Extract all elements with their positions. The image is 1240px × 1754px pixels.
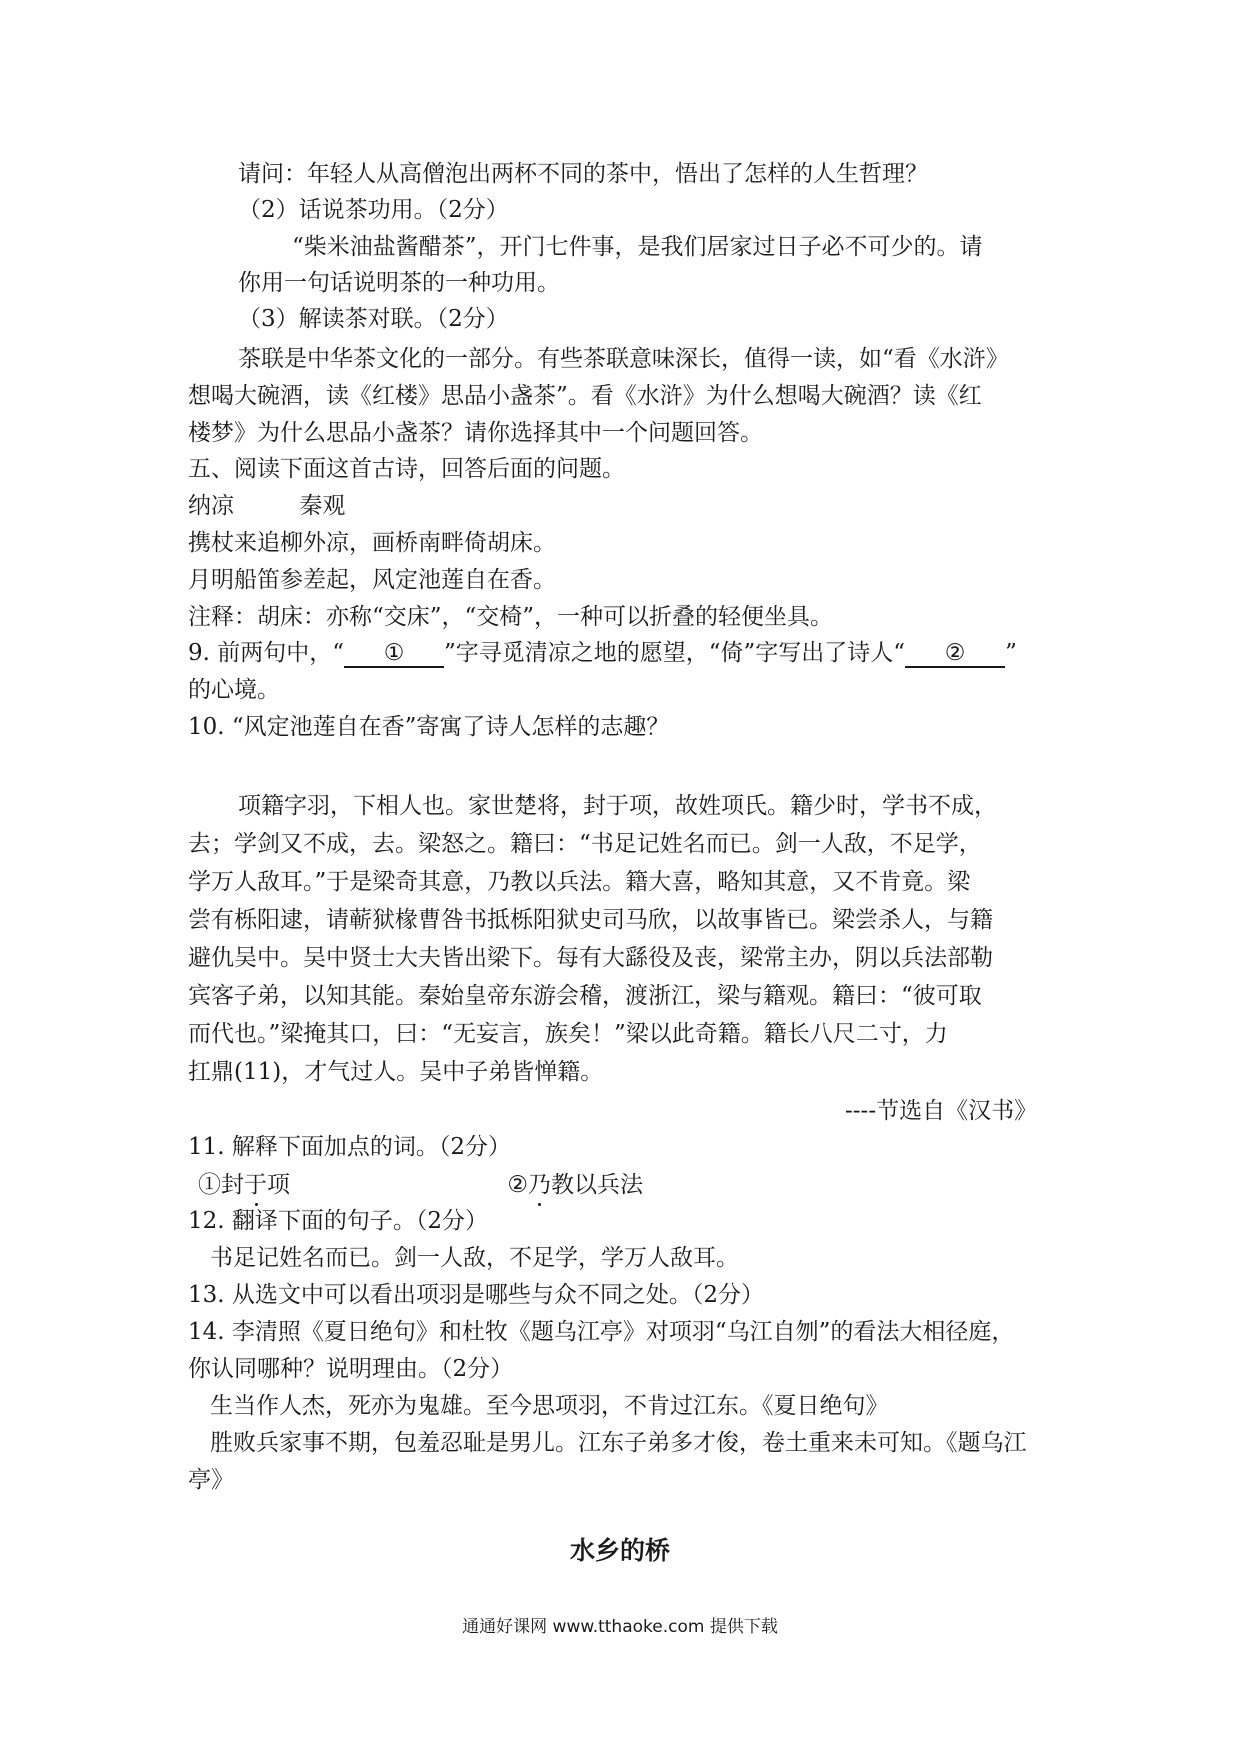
q11-items	[198, 1170, 643, 1200]
q11-item-1: ①封于项	[198, 1172, 290, 1198]
emphasis-dot-char: 乃	[527, 1172, 551, 1198]
q1-question: 请问：年轻人从高僧泡出两杯不同的茶中，悟出了怎样的人生哲理？	[238, 161, 928, 187]
passage-line-7: 而代也。”梁掩其口，曰：“无妄言，族矣！”梁以此奇籍。籍长八尺二寸，力	[188, 1021, 948, 1047]
passage-line-2: 去；学剑又不成，去。梁怒之。籍曰：“书足记姓名而已。剑一人敌，不足学，	[188, 831, 982, 857]
q9-text-c: ”	[1005, 640, 1017, 666]
poem-title-line	[188, 491, 345, 521]
q14-line-1: 14. 李清照《夏日绝句》和杜牧《题乌江亭》对项羽“乌江自刎”的看法大相径庭，	[188, 1319, 1015, 1345]
q9-blank-1[interactable]: ①	[344, 640, 444, 668]
q2-text-1: “柴米油盐酱醋茶”，开门七件事，是我们居家过日子必不可少的。请	[292, 234, 983, 260]
q3-text-3: 楼梦》为什么思品小盏茶？请你选择其中一个问题回答。	[188, 420, 763, 446]
passage-line-5: 避仇吴中。吴中贤士大夫皆出梁下。每有大繇役及丧，梁常主办，阴以兵法部勒	[188, 945, 993, 971]
q2-text-2: 你用一句话说明茶的一种功用。	[238, 270, 560, 296]
emphasis-dot-char: 于	[244, 1172, 267, 1198]
q9-line-2: 的心境。	[188, 677, 280, 703]
passage-line-4: 尝有栎阳逮，请蕲狱椽曹咎书抵栎阳狱史司马欣，以故事皆已。梁尝杀人，与籍	[188, 907, 993, 933]
passage-line-1: 项籍字羽，下相人也。家世楚将，封于项，故姓项氏。籍少时，学书不成，	[238, 793, 997, 819]
q11-item-2: ②乃教以兵法	[507, 1172, 643, 1198]
q10: 10. “风定池莲自在香”寄寓了诗人怎样的志趣？	[188, 714, 670, 740]
q3-heading: （3）解读茶对联。（2分）	[238, 306, 509, 332]
passage-line-8: 扛鼎(11)，才气过人。吴中子弟皆惮籍。	[188, 1059, 604, 1085]
q13: 13. 从选文中可以看出项羽是哪些与众不同之处。（2分）	[188, 1282, 765, 1308]
section5-heading: 五、阅读下面这首古诗，回答后面的问题。	[188, 456, 625, 482]
q14-poem-2: 胜败兵家事不期，包羞忍耻是男儿。江东子弟多才俊，卷土重来未可知。《题乌江	[210, 1430, 1027, 1456]
q9-text-b: ”字寻觅清凉之地的愿望，“倚”字写出了诗人“	[444, 640, 906, 666]
passage-source: ----节选自《汉书》	[845, 1098, 1038, 1124]
poem-title: 纳凉	[188, 493, 234, 519]
q14-poem-1: 生当作人杰，死亦为鬼雄。至今思项羽，不肯过江东。《夏日绝句》	[210, 1393, 889, 1419]
q12-text: 书足记姓名而已。剑一人敌，不足学，学万人敌耳。	[210, 1245, 739, 1271]
q2-heading: （2）话说茶功用。（2分）	[238, 197, 509, 223]
poem-note: 注释：胡床：亦称“交床”，“交椅”，一种可以折叠的轻便坐具。	[188, 604, 834, 630]
passage-line-6: 宾客子弟，以知其能。秦始皇帝东游会稽，渡浙江，梁与籍观。籍曰：“彼可取	[188, 983, 982, 1009]
poem-author: 秦观	[299, 493, 346, 519]
poem-line-1: 携杖来追柳外凉，画桥南畔倚胡床。	[188, 530, 556, 556]
q12: 12. 翻译下面的句子。（2分）	[188, 1208, 489, 1234]
next-article-title: 水乡的桥	[569, 1536, 670, 1565]
q3-text-2: 想喝大碗酒，读《红楼》思品小盏茶”。看《水浒》为什么想喝大碗酒？读《红	[188, 383, 982, 409]
q9-text-a: 9. 前两句中，“	[188, 640, 345, 666]
q14-poem-2-cont: 亭》	[188, 1467, 234, 1493]
page-footer: 通通好课网 www.tthaoke.com 提供下载	[462, 1617, 778, 1637]
q14-line-2: 你认同哪种？说明理由。（2分）	[188, 1356, 514, 1382]
q11: 11. 解释下面加点的词。（2分）	[188, 1134, 512, 1160]
q9-blank-2[interactable]: ②	[905, 640, 1005, 668]
q9-line	[188, 638, 1017, 668]
q3-text-1: 茶联是中华茶文化的一部分。有些茶联意味深长，值得一读，如“看《水浒》	[238, 346, 1009, 372]
poem-line-2: 月明船笛参差起，风定池莲自在香。	[188, 567, 556, 593]
passage-line-3: 学万人敌耳。”于是梁奇其意，乃教以兵法。籍大喜，略知其意，又不肯竟。梁	[188, 869, 971, 895]
